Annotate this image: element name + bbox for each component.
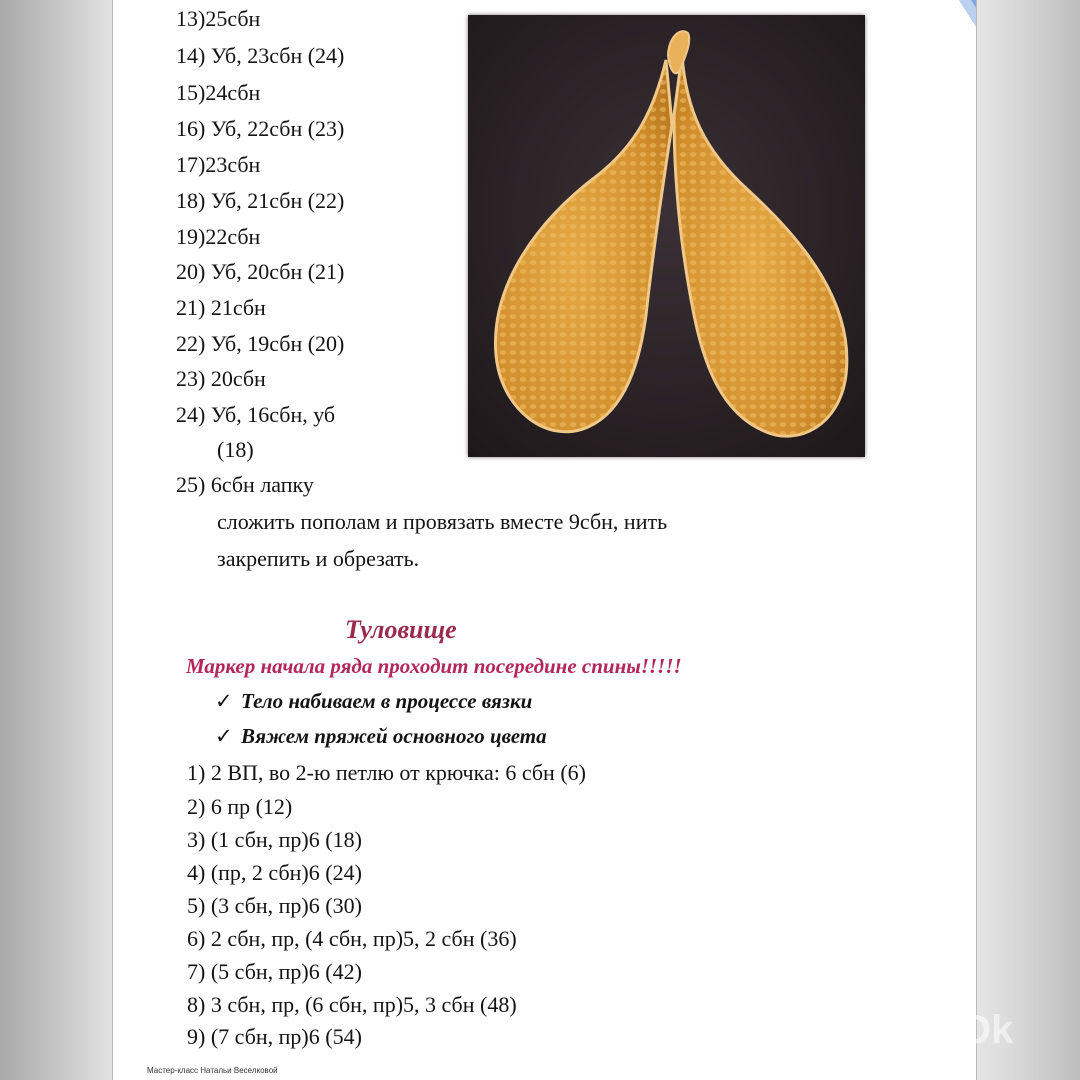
- check-icon: ✓: [215, 724, 233, 748]
- paw-step-21: 21) 21сбн: [176, 295, 266, 320]
- paw-step-14: 14) Уб, 23сбн (24): [176, 43, 345, 68]
- check-icon: ✓: [215, 689, 233, 713]
- paw-step-17: 17)23сбн: [176, 152, 261, 177]
- watermark: Ok: [960, 1008, 1014, 1052]
- marker-note: Маркер начала ряда проходит посередине спины!!!!!: [186, 654, 682, 678]
- paw-step-22: 22) Уб, 19сбн (20): [176, 331, 345, 356]
- paw-step-18: 18) Уб, 21сбн (22): [176, 188, 345, 213]
- note-stuffing: ✓ Тело набиваем в процессе вязки: [215, 689, 533, 713]
- paw-finish-line-1: сложить пополам и провязать вместе 9сбн, нить: [217, 509, 668, 534]
- body-step-2: 2) 6 пр (12): [187, 794, 293, 819]
- note-yarn-color: ✓ Вяжем пряжей основного цвета: [215, 724, 547, 748]
- body-step-4: 4) (пр, 2 сбн)6 (24): [187, 860, 362, 885]
- corner-decoration-icon: [959, 0, 977, 62]
- footer-credit: Мастер-класс Натальи Веселковой: [147, 1066, 278, 1075]
- body-step-8: 8) 3 сбн, пр, (6 сбн, пр)5, 3 сбн (48): [187, 992, 517, 1017]
- crochet-paws-photo: [468, 15, 865, 457]
- paw-step-15: 15)24сбн: [176, 80, 261, 105]
- paw-step-24-count: (18): [217, 437, 254, 462]
- body-step-5: 5) (3 сбн, пр)6 (30): [187, 893, 362, 918]
- paw-step-24: 24) Уб, 16сбн, уб: [176, 402, 336, 427]
- body-step-9: 9) (7 сбн, пр)6 (54): [187, 1024, 362, 1049]
- paw-step-19: 19)22сбн: [176, 224, 261, 249]
- body-step-1: 1) 2 ВП, во 2-ю петлю от крючка: 6 сбн (6): [187, 760, 586, 785]
- body-step-6: 6) 2 сбн, пр, (4 сбн, пр)5, 2 сбн (36): [187, 926, 517, 951]
- paw-step-20: 20) Уб, 20сбн (21): [176, 259, 345, 284]
- paw-finish-line-2: закрепить и обрезать.: [217, 546, 420, 571]
- paw-step-25: 25) 6сбн лапку: [176, 472, 314, 497]
- right-background-edge: [975, 0, 1080, 1080]
- paw-step-13: 13)25сбн: [176, 6, 261, 31]
- paw-step-16: 16) Уб, 22сбн (23): [176, 116, 345, 141]
- left-background-edge: [0, 0, 112, 1080]
- section-title-body: Туловище: [345, 615, 457, 644]
- body-step-7: 7) (5 сбн, пр)6 (42): [187, 959, 362, 984]
- body-step-3: 3) (1 сбн, пр)6 (18): [187, 827, 362, 852]
- document-page: [112, 0, 977, 1080]
- paw-step-23: 23) 20сбн: [176, 366, 266, 391]
